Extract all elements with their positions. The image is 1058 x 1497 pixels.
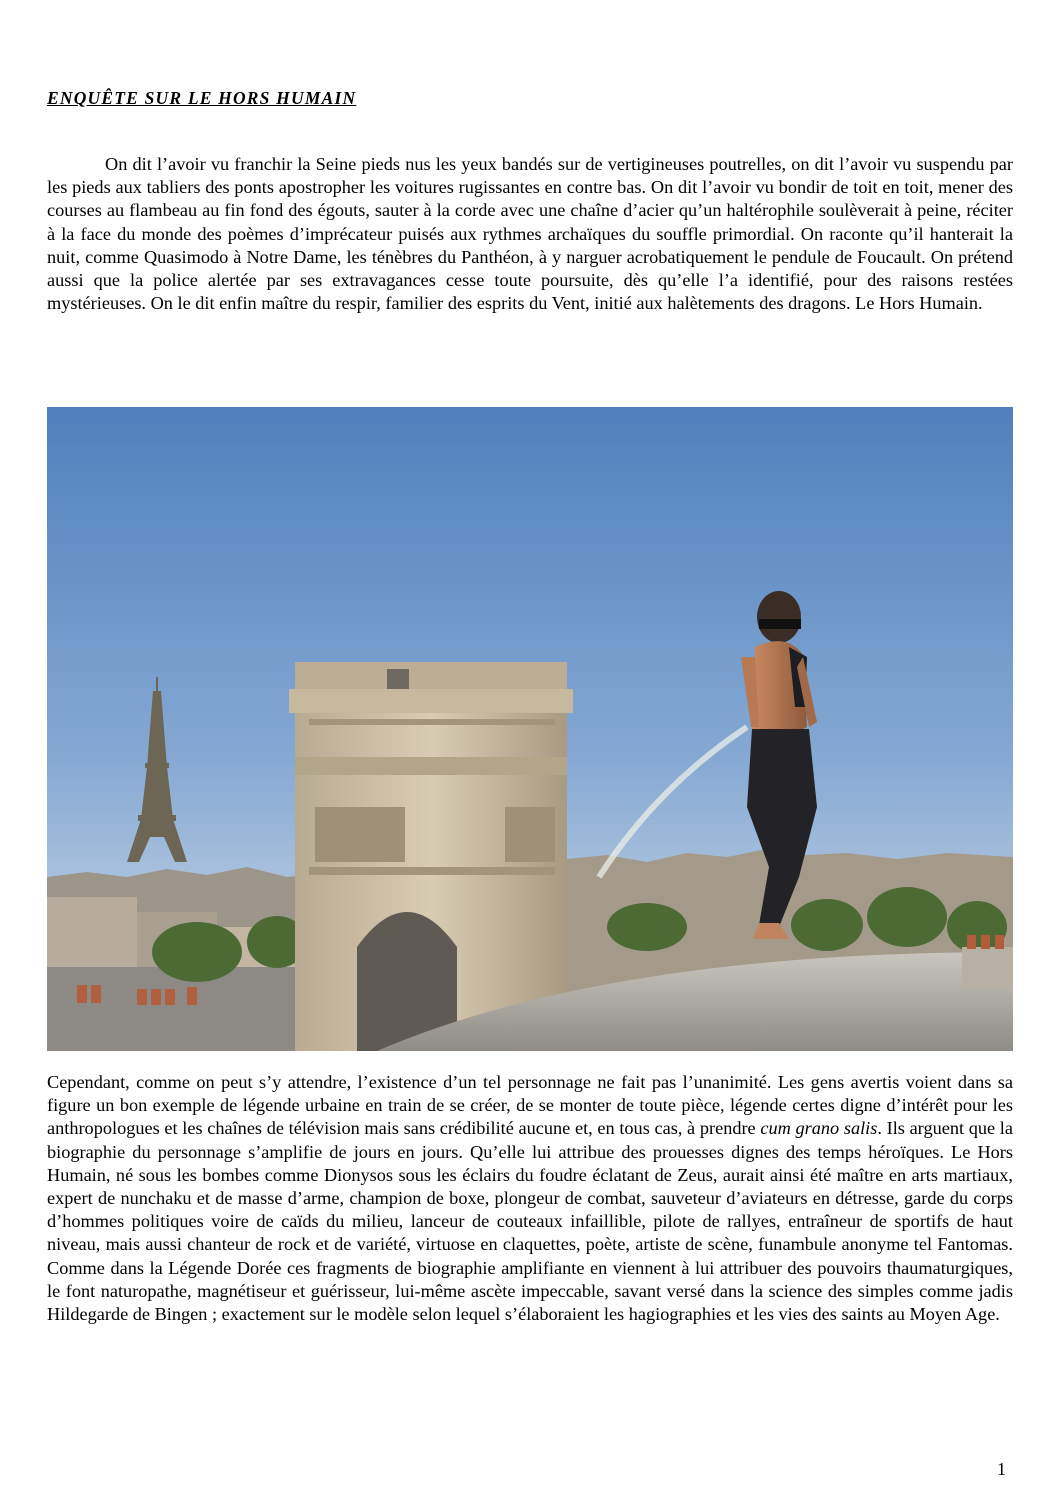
photo-illustration	[47, 407, 1013, 1051]
latin-phrase: cum grano salis	[760, 1118, 878, 1139]
paragraph-skeptics-part1: Cependant, comme on peut s’y attendre, l’existence d’un tel personnage ne fait pas l’unanimité. Les gens avertis voient dans sa figure un bon exemple de légende urbaine en train de se créer, de se monter de toute pièce, légende certes digne d’intérêt pour les anthropologues et les chaînes de télévision mais sans crédibilité aucune et, en tous cas, à prendre	[47, 1072, 1013, 1139]
paragraph-intro: On dit l’avoir vu franchir la Seine pieds nus les yeux bandés sur de vertigineuses poutrelles, on dit l’avoir vu suspendu par les pieds aux tabliers des ponts apostropher les voitures rugissantes en contre bas. On dit l’avoir vu bondir de toit en toit, mener des courses au flambeau au fin fond des égouts, sauter à la corde avec une chaîne d’acier qu’un haltérophile soulèverait à peine, réciter à la face du monde des poèmes d’imprécateur puisés aux rythmes archaïques du souffle primordial. On raconte qu’il hanterait la nuit, comme Quasimodo à Notre Dame, les ténèbres du Panthéon, à y narguer acrobatiquement le pendule de Foucault. On prétend aussi que la police alertée par ses extravagances cesse toute poursuite, dès qu’elle l’a identifié, pour des raisons restées mystérieuses. On le dit enfin maître du respir, familier des esprits du Vent, initié aux halètements des dragons. Le Hors Humain.	[47, 154, 1013, 314]
roof-structure	[962, 947, 1013, 987]
paragraph-skeptics	[47, 1071, 1013, 1326]
rooftops	[47, 967, 297, 1051]
chimney-pots-right	[967, 935, 1004, 949]
arc-de-triomphe	[289, 662, 573, 1051]
photo-rooftop-arc-de-triomphe	[47, 407, 1013, 1051]
page-number: 1	[997, 1459, 1006, 1479]
paragraph-skeptics-part2: . Ils arguent que la biographie du personnage s’amplifie de jours en jours. Qu’elle lui attribue des prouesses dignes des temps héroïques. Le Hors Humain, né sous les bombes comme Dionysos sous les éclairs du foudre éclatant de Zeus, aurait ainsi été maître en arts martiaux, expert de nunchaku et de masse d’arme, champion de boxe, plongeur de combat, sauveteur d’aviateurs en détresse, garde du corps d’hommes politiques voire de caïds du milieu, lanceur de couteaux infaillible, pilote de rallyes, entraîneur de sportifs de haut niveau, mais aussi chanteur de rock et de variété, virtuose en claquettes, poète, artiste de scène, funambule anonyme tel Fantomas. Comme dans la Légende Dorée ces fragments de biographie amplifiante en viennent à lui attribuer des pouvoirs thaumaturgiques, le font naturopathe, magnétiseur et guérisseur, lui-même ascète impeccable, savant versé dans la science des simples comme jadis Hildegarde de Bingen ; exactement sur le modèle selon lequel s’élaboraient les hagiographies et les vies des saints au Moyen Age.	[47, 1118, 1013, 1325]
document-title: ENQUÊTE SUR LE HORS HUMAIN	[47, 88, 357, 108]
